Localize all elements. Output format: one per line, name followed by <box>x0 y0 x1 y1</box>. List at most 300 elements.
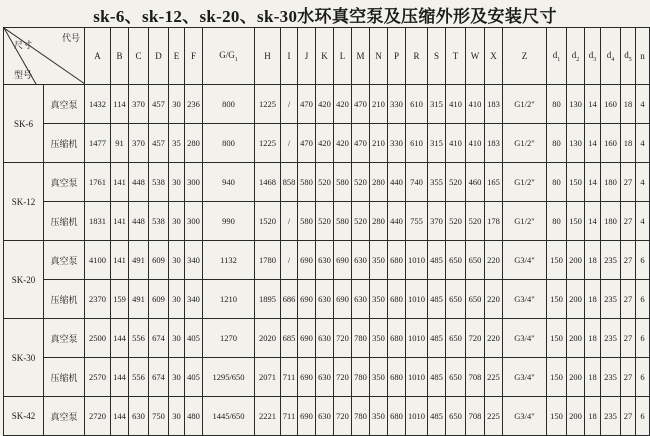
value-cell: 235 <box>601 241 621 280</box>
value-cell: 2221 <box>255 397 281 436</box>
column-header-base: d <box>571 49 577 60</box>
column-header <box>636 28 650 85</box>
value-cell: 630 <box>316 397 334 436</box>
value-cell: 720 <box>334 358 352 397</box>
value-cell: 2370 <box>85 280 111 319</box>
value-cell: 18 <box>585 358 601 397</box>
value-cell: 448 <box>129 202 149 241</box>
column-header-base: K <box>321 51 328 61</box>
value-cell: 91 <box>111 124 129 163</box>
column-header <box>585 28 601 85</box>
value-cell: 80 <box>547 124 567 163</box>
column-header <box>601 28 621 85</box>
value-cell: 685 <box>281 319 298 358</box>
column-header-base: C <box>135 51 142 61</box>
value-cell: 480 <box>185 397 203 436</box>
value-cell: 410 <box>446 124 466 163</box>
value-cell: 340 <box>185 280 203 319</box>
column-header-base: I <box>287 51 291 61</box>
value-cell: 6 <box>636 241 650 280</box>
value-cell: 520 <box>316 202 334 241</box>
value-cell: 200 <box>567 280 585 319</box>
table-row <box>4 319 650 358</box>
value-cell: G3/4" <box>503 358 547 397</box>
value-cell: 630 <box>352 241 370 280</box>
value-cell: 315 <box>428 124 446 163</box>
value-cell: G3/4" <box>503 280 547 319</box>
value-cell: 4 <box>636 163 650 202</box>
value-cell: 18 <box>585 280 601 319</box>
value-cell: 141 <box>111 163 129 202</box>
value-cell: 30 <box>169 319 185 358</box>
value-cell: 1270 <box>203 319 255 358</box>
value-cell: 200 <box>567 358 585 397</box>
value-cell: 556 <box>129 358 149 397</box>
column-header <box>169 28 185 85</box>
corner-size-label: 尺寸 <box>14 40 33 50</box>
table-row <box>4 280 650 319</box>
value-cell: 18 <box>621 85 636 124</box>
value-cell: 680 <box>388 280 406 319</box>
value-cell: 410 <box>446 85 466 124</box>
value-cell: 1780 <box>255 241 281 280</box>
column-header <box>621 28 636 85</box>
value-cell: 780 <box>352 319 370 358</box>
value-cell: 300 <box>185 163 203 202</box>
value-cell: 630 <box>352 280 370 319</box>
column-header-base: X <box>490 51 497 61</box>
value-cell: 27 <box>621 319 636 358</box>
value-cell: 1010 <box>406 241 428 280</box>
value-cell: 520 <box>446 202 466 241</box>
value-cell: 330 <box>388 124 406 163</box>
value-cell: 2500 <box>85 319 111 358</box>
value-cell: 410 <box>466 124 485 163</box>
value-cell: 235 <box>601 358 621 397</box>
column-header <box>281 28 298 85</box>
value-cell: 144 <box>111 319 129 358</box>
value-cell: / <box>281 202 298 241</box>
value-cell: 940 <box>203 163 255 202</box>
value-cell: 485 <box>428 397 446 436</box>
table-body <box>4 85 650 436</box>
column-header <box>129 28 149 85</box>
value-cell: 183 <box>485 85 503 124</box>
column-header-base: P <box>393 51 399 61</box>
value-cell: 800 <box>203 85 255 124</box>
corner-code-label: 代号 <box>62 33 81 43</box>
value-cell: 1432 <box>85 85 111 124</box>
column-header-subscript: 4 <box>611 56 615 63</box>
value-cell: G3/4" <box>503 397 547 436</box>
value-cell: 114 <box>111 85 129 124</box>
type-cell: 压缩机 <box>44 280 85 319</box>
value-cell: 160 <box>601 85 621 124</box>
value-cell: 370 <box>428 202 446 241</box>
value-cell: 708 <box>466 397 485 436</box>
value-cell: G1/2" <box>503 85 547 124</box>
header-row <box>4 28 650 85</box>
value-cell: 630 <box>316 358 334 397</box>
value-cell: 610 <box>406 85 428 124</box>
value-cell: 150 <box>547 241 567 280</box>
value-cell: 580 <box>298 163 316 202</box>
value-cell: 2720 <box>85 397 111 436</box>
column-header <box>111 28 129 85</box>
value-cell: 720 <box>334 397 352 436</box>
value-cell: 520 <box>466 202 485 241</box>
value-cell: 183 <box>485 124 503 163</box>
value-cell: 470 <box>352 85 370 124</box>
value-cell: 609 <box>149 241 169 280</box>
value-cell: 630 <box>316 280 334 319</box>
value-cell: 1468 <box>255 163 281 202</box>
column-header-base: M <box>356 51 365 61</box>
value-cell: 690 <box>298 397 316 436</box>
value-cell: 690 <box>298 280 316 319</box>
column-header <box>85 28 111 85</box>
header-corner <box>4 28 85 85</box>
value-cell: 720 <box>466 319 485 358</box>
value-cell: 220 <box>485 280 503 319</box>
value-cell: 178 <box>485 202 503 241</box>
value-cell: / <box>281 124 298 163</box>
column-header <box>406 28 428 85</box>
value-cell: 580 <box>334 163 352 202</box>
value-cell: 160 <box>601 124 621 163</box>
value-cell: 225 <box>485 358 503 397</box>
value-cell: 650 <box>466 280 485 319</box>
value-cell: 750 <box>149 397 169 436</box>
value-cell: 27 <box>621 202 636 241</box>
column-header-base: S <box>433 51 439 61</box>
value-cell: 470 <box>298 124 316 163</box>
value-cell: 440 <box>388 202 406 241</box>
value-cell: 485 <box>428 280 446 319</box>
value-cell: 30 <box>169 202 185 241</box>
dimension-table-wrap <box>3 27 650 436</box>
column-header-base: H <box>264 51 271 61</box>
model-cell: SK-20 <box>4 241 44 319</box>
value-cell: 141 <box>111 241 129 280</box>
value-cell: / <box>281 241 298 280</box>
value-cell: 630 <box>316 241 334 280</box>
value-cell: 858 <box>281 163 298 202</box>
type-cell: 真空泵 <box>44 319 85 358</box>
type-cell: 压缩机 <box>44 358 85 397</box>
value-cell: 690 <box>298 358 316 397</box>
value-cell: 30 <box>169 397 185 436</box>
column-header-base: d <box>624 49 629 60</box>
value-cell: 80 <box>547 85 567 124</box>
value-cell: 150 <box>547 319 567 358</box>
value-cell: 330 <box>388 85 406 124</box>
value-cell: 1225 <box>255 85 281 124</box>
value-cell: 650 <box>446 358 466 397</box>
value-cell: 6 <box>636 319 650 358</box>
value-cell: 370 <box>129 124 149 163</box>
value-cell: 80 <box>547 202 567 241</box>
value-cell: 580 <box>334 202 352 241</box>
value-cell: 6 <box>636 358 650 397</box>
value-cell: 520 <box>352 163 370 202</box>
value-cell: 720 <box>334 319 352 358</box>
value-cell: 130 <box>567 85 585 124</box>
column-header-base: W <box>470 51 480 61</box>
value-cell: 1831 <box>85 202 111 241</box>
value-cell: 165 <box>485 163 503 202</box>
type-cell: 真空泵 <box>44 241 85 280</box>
value-cell: 130 <box>567 124 585 163</box>
value-cell: 280 <box>185 124 203 163</box>
value-cell: 350 <box>370 319 388 358</box>
type-cell: 压缩机 <box>44 124 85 163</box>
type-cell: 真空泵 <box>44 397 85 436</box>
value-cell: 650 <box>446 241 466 280</box>
value-cell: 235 <box>601 319 621 358</box>
column-header-base: d <box>606 49 612 60</box>
value-cell: 690 <box>334 280 352 319</box>
value-cell: 740 <box>406 163 428 202</box>
value-cell: 4 <box>636 85 650 124</box>
value-cell: 180 <box>601 202 621 241</box>
value-cell: 30 <box>169 241 185 280</box>
value-cell: 405 <box>185 319 203 358</box>
model-cell: SK-6 <box>4 85 44 163</box>
value-cell: 610 <box>406 124 428 163</box>
model-cell: SK-30 <box>4 319 44 397</box>
value-cell: 350 <box>370 280 388 319</box>
value-cell: 150 <box>547 397 567 436</box>
value-cell: 448 <box>129 163 149 202</box>
value-cell: 650 <box>446 319 466 358</box>
column-header <box>149 28 169 85</box>
value-cell: 470 <box>298 85 316 124</box>
value-cell: 420 <box>334 124 352 163</box>
table-row <box>4 202 650 241</box>
value-cell: 300 <box>185 202 203 241</box>
value-cell: 680 <box>388 241 406 280</box>
value-cell: 674 <box>149 358 169 397</box>
column-header-base: Z <box>521 51 528 61</box>
value-cell: 711 <box>281 397 298 436</box>
value-cell: 485 <box>428 358 446 397</box>
value-cell: 491 <box>129 241 149 280</box>
value-cell: 680 <box>388 319 406 358</box>
type-cell: 真空泵 <box>44 85 85 124</box>
type-cell: 压缩机 <box>44 202 85 241</box>
value-cell: G1/2" <box>503 163 547 202</box>
column-header <box>334 28 352 85</box>
column-header-base: J <box>304 51 309 61</box>
column-header-subscript: 3 <box>593 56 597 63</box>
column-header <box>466 28 485 85</box>
column-header-base: n <box>640 51 645 61</box>
column-header-subscript: 1 <box>234 56 238 63</box>
value-cell: 485 <box>428 319 446 358</box>
value-cell: 690 <box>298 319 316 358</box>
value-cell: 80 <box>547 163 567 202</box>
value-cell: 14 <box>585 124 601 163</box>
value-cell: 2020 <box>255 319 281 358</box>
model-cell: SK-42 <box>4 397 44 436</box>
value-cell: 1761 <box>85 163 111 202</box>
value-cell: 225 <box>485 397 503 436</box>
value-cell: 14 <box>585 85 601 124</box>
value-cell: 1010 <box>406 397 428 436</box>
value-cell: 235 <box>601 397 621 436</box>
value-cell: 355 <box>428 163 446 202</box>
value-cell: 18 <box>585 241 601 280</box>
value-cell: 14 <box>585 163 601 202</box>
value-cell: 538 <box>149 163 169 202</box>
column-header <box>547 28 567 85</box>
value-cell: G1/2" <box>503 124 547 163</box>
value-cell: G3/4" <box>503 319 547 358</box>
table-row <box>4 241 650 280</box>
value-cell: 150 <box>567 163 585 202</box>
value-cell: 470 <box>352 124 370 163</box>
column-header <box>370 28 388 85</box>
value-cell: 4100 <box>85 241 111 280</box>
column-header-base: F <box>190 51 196 61</box>
value-cell: 18 <box>585 319 601 358</box>
column-header <box>428 28 446 85</box>
value-cell: 520 <box>316 163 334 202</box>
value-cell: 630 <box>129 397 149 436</box>
table-row <box>4 397 650 436</box>
value-cell: 30 <box>169 163 185 202</box>
value-cell: 420 <box>316 85 334 124</box>
column-header-subscript: 1 <box>557 56 561 63</box>
value-cell: 27 <box>621 358 636 397</box>
value-cell: 350 <box>370 241 388 280</box>
value-cell: 210 <box>370 124 388 163</box>
value-cell: 315 <box>428 85 446 124</box>
value-cell: 141 <box>111 202 129 241</box>
column-header-base: d <box>588 49 594 60</box>
value-cell: 1225 <box>255 124 281 163</box>
value-cell: 27 <box>621 397 636 436</box>
column-header-base: d <box>552 49 558 60</box>
value-cell: 200 <box>567 319 585 358</box>
value-cell: 457 <box>149 124 169 163</box>
value-cell: 457 <box>149 85 169 124</box>
value-cell: 370 <box>129 85 149 124</box>
value-cell: 460 <box>466 163 485 202</box>
table-row <box>4 358 650 397</box>
value-cell: 556 <box>129 319 149 358</box>
value-cell: 609 <box>149 280 169 319</box>
value-cell: 30 <box>169 85 185 124</box>
value-cell: 1477 <box>85 124 111 163</box>
value-cell: 538 <box>149 202 169 241</box>
corner-model-label: 型号 <box>14 70 33 80</box>
column-header <box>298 28 316 85</box>
value-cell: 708 <box>466 358 485 397</box>
column-header-base: G/G <box>219 49 235 60</box>
value-cell: 27 <box>621 241 636 280</box>
value-cell: 690 <box>334 241 352 280</box>
column-header-base: B <box>116 51 123 61</box>
value-cell: 220 <box>485 241 503 280</box>
model-cell: SK-12 <box>4 163 44 241</box>
value-cell: 4 <box>636 202 650 241</box>
value-cell: 410 <box>466 85 485 124</box>
value-cell: 350 <box>370 397 388 436</box>
value-cell: 27 <box>621 163 636 202</box>
document-title: sk-6、sk-12、sk-20、sk-30水环真空泵及压缩外形及安装尺寸 <box>93 7 557 26</box>
column-header <box>567 28 585 85</box>
value-cell: 14 <box>585 202 601 241</box>
column-header-base: L <box>339 51 346 61</box>
value-cell: 1010 <box>406 319 428 358</box>
value-cell: 650 <box>446 280 466 319</box>
type-cell: 真空泵 <box>44 163 85 202</box>
value-cell: 1010 <box>406 358 428 397</box>
value-cell: 990 <box>203 202 255 241</box>
value-cell: 485 <box>428 241 446 280</box>
value-cell: 711 <box>281 358 298 397</box>
value-cell: 144 <box>111 358 129 397</box>
value-cell: / <box>281 85 298 124</box>
value-cell: 280 <box>370 202 388 241</box>
value-cell: 800 <box>203 124 255 163</box>
value-cell: 440 <box>388 163 406 202</box>
value-cell: 30 <box>169 280 185 319</box>
value-cell: 235 <box>601 280 621 319</box>
value-cell: 1132 <box>203 241 255 280</box>
value-cell: 280 <box>370 163 388 202</box>
value-cell: 520 <box>446 163 466 202</box>
value-cell: 674 <box>149 319 169 358</box>
value-cell: 755 <box>406 202 428 241</box>
value-cell: 686 <box>281 280 298 319</box>
value-cell: 630 <box>316 319 334 358</box>
value-cell: 1895 <box>255 280 281 319</box>
value-cell: 4 <box>636 124 650 163</box>
value-cell: 220 <box>485 319 503 358</box>
value-cell: 580 <box>298 202 316 241</box>
value-cell: 420 <box>316 124 334 163</box>
value-cell: G3/4" <box>503 241 547 280</box>
value-cell: 1520 <box>255 202 281 241</box>
value-cell: 27 <box>621 280 636 319</box>
column-header-base: N <box>375 51 382 61</box>
column-header-base: E <box>173 51 180 61</box>
value-cell: 6 <box>636 280 650 319</box>
value-cell: 6 <box>636 397 650 436</box>
value-cell: 30 <box>169 358 185 397</box>
value-cell: 350 <box>370 358 388 397</box>
column-header <box>185 28 203 85</box>
value-cell: 200 <box>567 397 585 436</box>
value-cell: 18 <box>621 124 636 163</box>
value-cell: 1295/650 <box>203 358 255 397</box>
column-header <box>316 28 334 85</box>
value-cell: 200 <box>567 241 585 280</box>
column-header-subscript: 2 <box>576 56 580 63</box>
column-header <box>203 28 255 85</box>
value-cell: 2071 <box>255 358 281 397</box>
table-row <box>4 163 650 202</box>
value-cell: 35 <box>169 124 185 163</box>
value-cell: 144 <box>111 397 129 436</box>
column-header <box>503 28 547 85</box>
column-header <box>388 28 406 85</box>
value-cell: 150 <box>547 358 567 397</box>
value-cell: 1210 <box>203 280 255 319</box>
